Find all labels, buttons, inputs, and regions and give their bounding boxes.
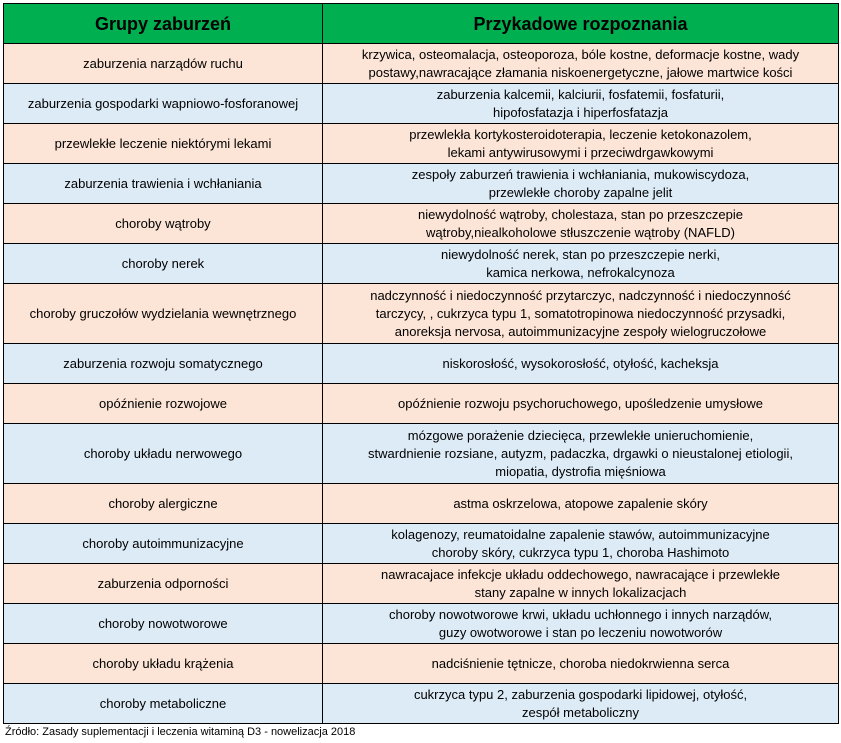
table-row [4, 424, 839, 484]
diagnoses-cell: krzywica, osteomalacja, osteoporoza, bóle kostne, deformacje kostne, wady postawy,nawracające złamania niskoenergetyczne, jałowe martwice kości [323, 44, 839, 84]
diagnoses-cell: choroby nowotworowe krwi, układu uchłonnego i innych narządów, guzy owotworowe i stan po leczeniu nowotworów [323, 604, 839, 644]
group-cell: opóźnienie rozwojowe [4, 384, 323, 424]
group-cell: choroby układu nerwowego [4, 424, 323, 484]
diagnoses-cell: przewlekła kortykosteroidoterapia, leczenie ketokonazolem, lekami antywirusowymi i przeciwdrgawkowymi [323, 124, 839, 164]
group-cell: zaburzenia rozwoju somatycznego [4, 344, 323, 384]
table-row [4, 684, 839, 724]
diagnoses-cell: zespoły zaburzeń trawienia i wchłaniania, mukowiscydoza, przewlekłe choroby zapalne jelit [323, 164, 839, 204]
diagnoses-cell: niewydolność wątroby, cholestaza, stan po przeszczepie wątroby,niealkoholowe stłuszczenie wątroby (NAFLD) [323, 204, 839, 244]
group-cell: zaburzenia trawienia i wchłaniania [4, 164, 323, 204]
table-row [4, 44, 839, 84]
source-note: Źródło: Zasady suplementacji i leczenia witaminą D3 - nowelizacja 2018 [5, 726, 356, 738]
diagnoses-cell: nadciśnienie tętnicze, choroba niedokrwienna serca [323, 644, 839, 684]
table-row [4, 204, 839, 244]
table-row [4, 484, 839, 524]
group-cell: choroby nerek [4, 244, 323, 284]
diagnoses-cell: niewydolność nerek, stan po przeszczepie nerki, kamica nerkowa, nefrokalcynoza [323, 244, 839, 284]
table-header-row [4, 4, 839, 44]
table-row [4, 344, 839, 384]
group-cell: choroby nowotworowe [4, 604, 323, 644]
group-cell: zaburzenia narządów ruchu [4, 44, 323, 84]
group-cell: zaburzenia odporności [4, 564, 323, 604]
table-row [4, 284, 839, 344]
table-row [4, 384, 839, 424]
group-cell: choroby alergiczne [4, 484, 323, 524]
diagnoses-cell: nawracajace infekcje układu oddechowego, nawracające i przewlekłe stany zapalne w innych lokalizacjach [323, 564, 839, 604]
header-diagnoses: Przykadowe rozpoznania [323, 4, 839, 44]
diagnoses-cell: cukrzyca typu 2, zaburzenia gospodarki lipidowej, otyłość, zespół metaboliczny [323, 684, 839, 724]
group-cell: choroby metaboliczne [4, 684, 323, 724]
diagnoses-cell: mózgowe porażenie dziecięca, przewlekłe unieruchomienie, stwardnienie rozsiane, autyzm, padaczka, drgawki o nieustalonej etiologii, miopatia, dystrofia mięśniowa [323, 424, 839, 484]
group-cell: zaburzenia gospodarki wapniowo-fosforanowej [4, 84, 323, 124]
diagnoses-cell: kolagenozy, reumatoidalne zapalenie stawów, autoimmunizacyjne choroby skóry, cukrzyca typu 1, choroba Hashimoto [323, 524, 839, 564]
group-cell: choroby układu krążenia [4, 644, 323, 684]
disorders-table [3, 3, 839, 724]
header-groups: Grupy zaburzeń [4, 4, 323, 44]
diagnoses-cell: zaburzenia kalcemii, kalciurii, fosfatemii, fosfaturii, hipofosfatazja i hiperfosfatazja [323, 84, 839, 124]
table-row [4, 124, 839, 164]
group-cell: choroby wątroby [4, 204, 323, 244]
table-row [4, 524, 839, 564]
table-row [4, 244, 839, 284]
table-row [4, 604, 839, 644]
table-row [4, 564, 839, 604]
group-cell: choroby autoimmunizacyjne [4, 524, 323, 564]
diagnoses-cell: astma oskrzelowa, atopowe zapalenie skóry [323, 484, 839, 524]
diagnoses-cell: nadczynność i niedoczynność przytarczyc, nadczynność i niedoczynność tarczycy, , cukrzyca typu 1, somatotropinowa niedoczynność przysadki, anoreksja nervosa, autoimmunizacyjne zespoły wielogruczołowe [323, 284, 839, 344]
diagnoses-cell: niskorosłość, wysokorosłość, otyłość, kacheksja [323, 344, 839, 384]
table-row [4, 164, 839, 204]
diagnoses-cell: opóźnienie rozwoju psychoruchowego, upośledzenie umysłowe [323, 384, 839, 424]
table-row [4, 84, 839, 124]
table-container [3, 3, 838, 724]
group-cell: przewlekłe leczenie niektórymi lekami [4, 124, 323, 164]
table-row [4, 644, 839, 684]
group-cell: choroby gruczołów wydzielania wewnętrznego [4, 284, 323, 344]
